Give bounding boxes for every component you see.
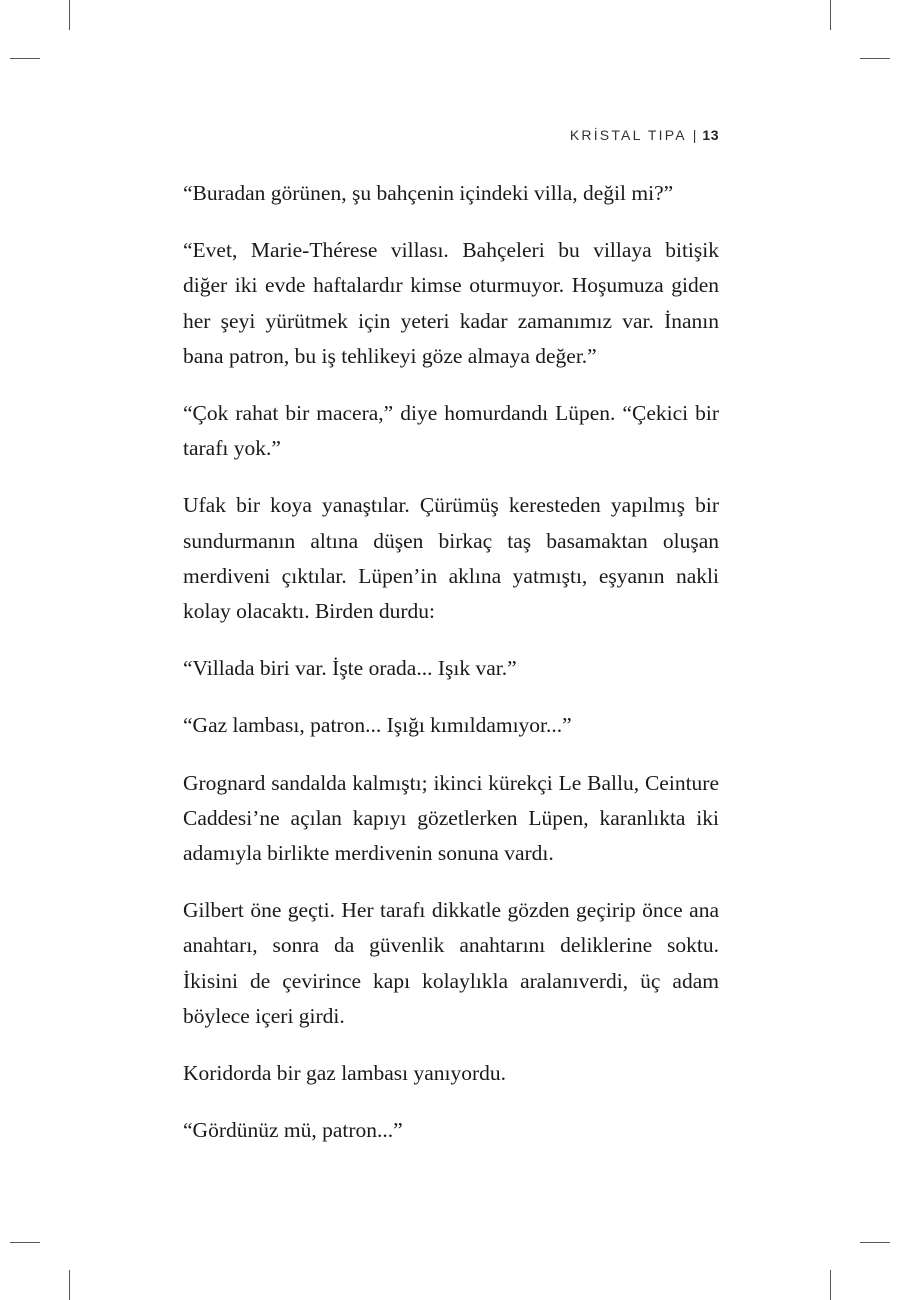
paragraph: “Villada biri var. İşte orada... Işık var.” bbox=[183, 656, 517, 681]
paragraph: Koridorda bir gaz lambası yanıyordu. bbox=[183, 1061, 507, 1086]
paragraph: “Gaz lambası, patron... Işığı kımıldamıyor...” bbox=[183, 713, 572, 738]
crop-mark-top-left bbox=[69, 0, 70, 30]
paragraph: Grognard sandalda kalmıştı; ikinci kürekçi Le Ballu, Ceinture Caddesi’ne açılan kapıyı gözetlerken Lüpen, karanlıkta iki adamıyla birlikte merdivenin sonuna vardı. bbox=[183, 770, 719, 866]
paragraph: “Çok rahat bir macera,” diye homurdandı Lüpen. “Çekici bir tarafı yok.” bbox=[183, 401, 719, 461]
running-head bbox=[570, 127, 719, 143]
paragraph: Ufak bir koya yanaştılar. Çürümüş keresteden yapılmış bir sundurmanın altına düşen birkaç taş basamaktan oluşan merdiveni çıktılar. Lüpen’in aklına yatmıştı, eşyanın nakli kolay olacaktı. Birden durdu: bbox=[183, 493, 719, 624]
crop-mark-bottom-right bbox=[830, 1270, 831, 1300]
crop-mark-left-bottom bbox=[10, 1242, 40, 1243]
paragraph: “Evet, Marie-Thérese villası. Bahçeleri bu villaya bitişik diğer iki evde haftalardır kimse oturmuyor. Hoşumuza giden her şeyi yürütmek için yeteri kadar zamanımız var. İnanın bana patron, bu iş tehlikeyi göze almaya değer.” bbox=[183, 238, 719, 368]
running-head-separator: | bbox=[692, 127, 697, 143]
running-head-title: KRİSTAL TIPA bbox=[569, 127, 687, 143]
crop-mark-right-top bbox=[860, 58, 890, 59]
crop-mark-top-right bbox=[830, 0, 831, 30]
paragraph: “Gördünüz mü, patron...” bbox=[183, 1118, 403, 1143]
crop-mark-bottom-left bbox=[69, 1270, 70, 1300]
body-text bbox=[183, 176, 719, 1170]
page-number: 13 bbox=[702, 127, 719, 143]
crop-mark-right-bottom bbox=[860, 1242, 890, 1243]
paragraph: Gilbert öne geçti. Her tarafı dikkatle gözden geçirip önce ana anahtarı, sonra da güvenlik anahtarını deliklerine soktu. İkisini de çevirince kapı kolaylıkla aralanıverdi, üç adam böylece içeri girdi. bbox=[183, 898, 719, 1028]
paragraph: “Buradan görünen, şu bahçenin içindeki villa, değil mi?” bbox=[183, 181, 674, 205]
crop-mark-left-top bbox=[10, 58, 40, 59]
